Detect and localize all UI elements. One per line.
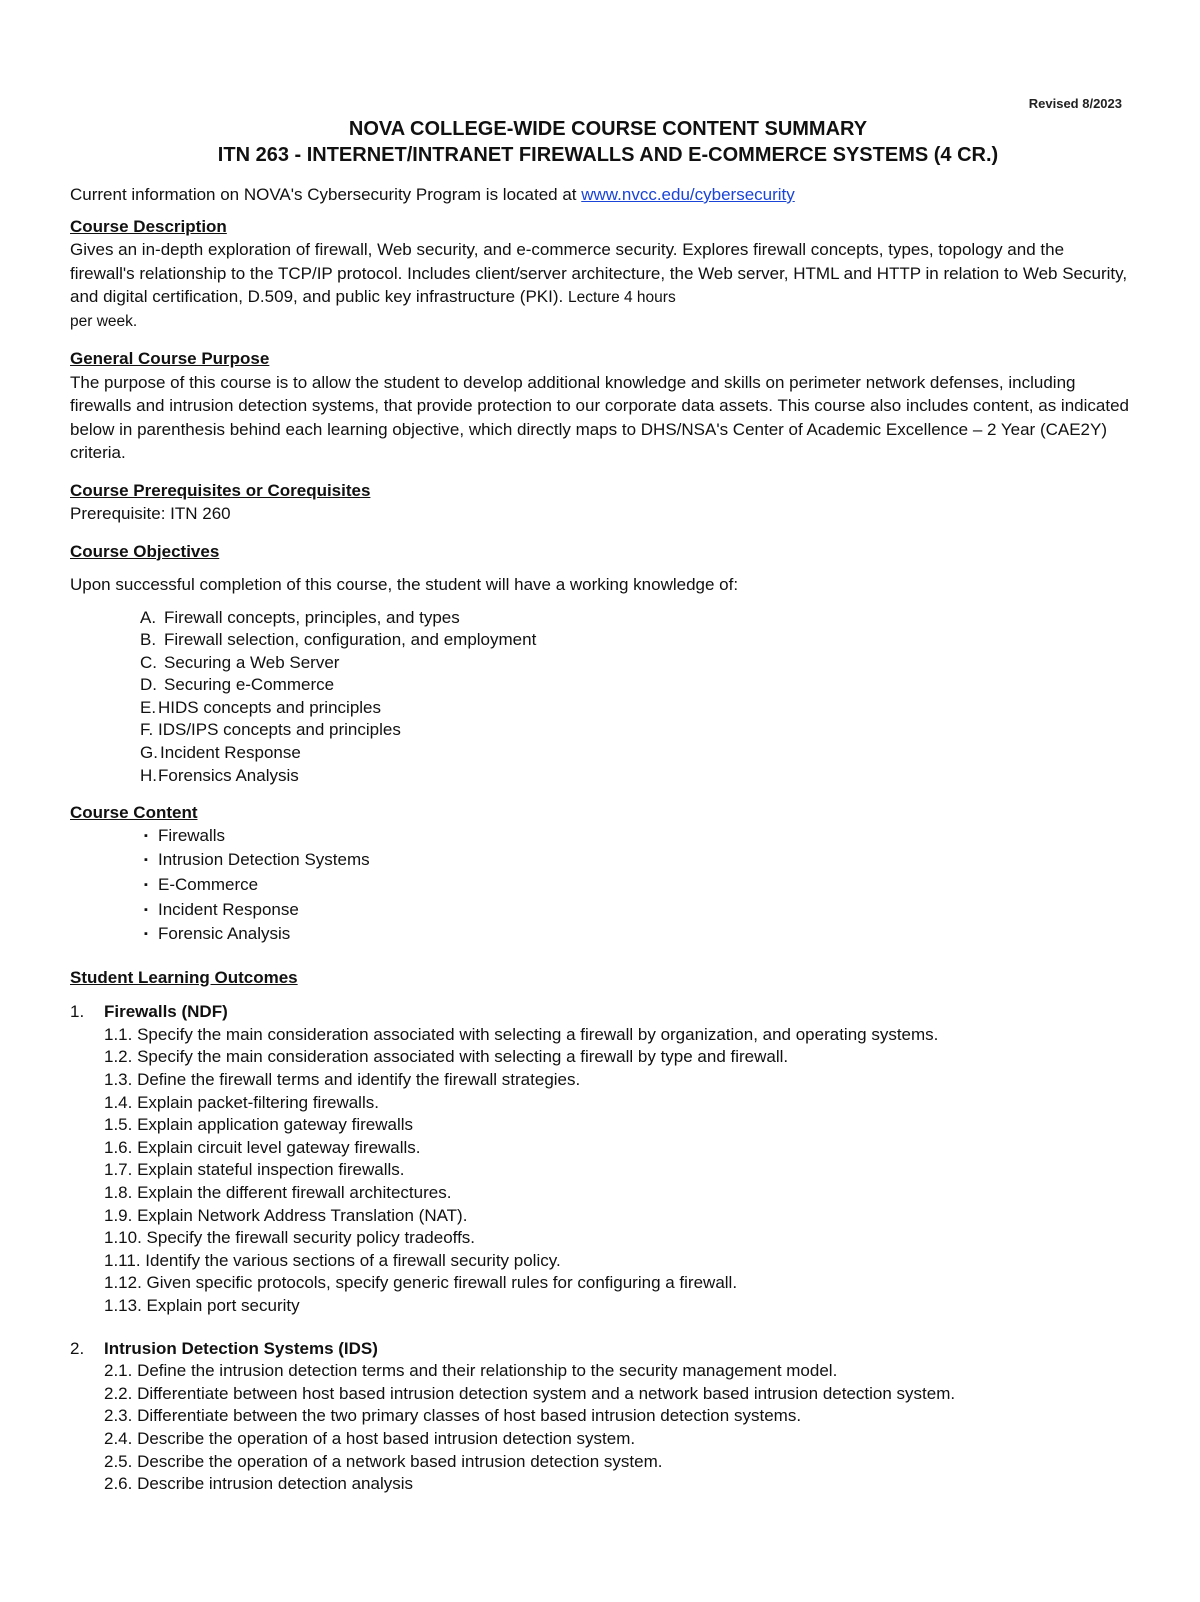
bullet-icon: ▪ [144,878,148,891]
course-title: ITN 263 - INTERNET/INTRANET FIREWALLS AND E-COMMERCE SYSTEMS (4 CR.) [217,144,999,166]
course-content-heading: Course Content [70,803,198,823]
objective-item: F. IDS/IPS concepts and principles [140,720,401,740]
outcome-item: 1.3. Define the firewall terms and identify the firewall strategies. [104,1070,581,1089]
prerequisites-heading: Course Prerequisites or Corequisites [70,480,371,500]
revised-date: Revised 8/2023 [1028,96,1122,111]
outcome-list [70,1360,1130,1496]
outcome-item: 1.10. Specify the firewall security policy tradeoffs. [104,1228,476,1248]
bullet-icon: ▪ [144,829,148,842]
content-item: ▪ Forensic Analysis [144,923,1130,948]
content-item: ▪ E-Commerce [144,874,1130,899]
objective-item: C. Securing a Web Server [140,652,340,672]
document-page [70,92,1130,1496]
outcome-item: 2.3. Differentiate between the two primary classes of host based intrusion detection systems. [104,1406,802,1426]
outcome-item: 2.5. Describe the operation of a network based intrusion detection system. [104,1451,663,1471]
cybersecurity-link[interactable]: www.nvcc.edu/cybersecurity [581,185,795,204]
objective-item: H.Forensics Analysis [140,765,299,785]
learning-outcomes-heading: Student Learning Outcomes [70,967,298,987]
content-item: ▪ Intrusion Detection Systems [144,849,1130,874]
outcome-item: 2.4. Describe the operation of a host based intrusion detection system. [104,1428,636,1448]
bullet-icon: ▪ [144,928,148,941]
course-description-body [70,238,1130,310]
section-title: Firewalls (NDF) [104,1002,228,1022]
outcome-list [70,1024,1130,1318]
outcome-item: 1.13. Explain port security [104,1295,300,1315]
per-week: per week. [70,312,138,330]
outcome-item: 1.12. Given specific protocols, specify generic firewall rules for configuring a firewall. [104,1273,738,1293]
outcome-item: 1.5. Explain application gateway firewalls [104,1115,414,1135]
bullet-icon: ▪ [144,854,148,867]
course-description-heading: Course Description [70,216,227,236]
outcome-item: 1.11. Identify the various sections of a firewall security policy. [104,1250,561,1270]
objective-item: A. Firewall concepts, principles, and types [140,607,460,627]
objective-item: B. Firewall selection, configuration, and employment [140,630,537,650]
outcome-item: 1.9. Explain Network Address Translation (NAT). [104,1205,468,1225]
objective-item: E. HIDS concepts and principles [140,697,382,717]
lecture-hours: Lecture 4 hours [567,289,676,306]
outcome-item: 1.6. Explain circuit level gateway firewalls. [104,1137,421,1157]
outcome-item: 1.4. Explain packet-filtering firewalls. [104,1092,379,1112]
content-item: ▪ Firewalls [144,825,1130,850]
course-content-list [70,825,1130,948]
prerequisites-body: Prerequisite: ITN 260 [70,504,231,523]
content-item: ▪ Incident Response [144,899,1130,924]
outcome-item: 2.1. Define the intrusion detection terms and their relationship to the security management model. [104,1361,838,1381]
document-title: NOVA COLLEGE-WIDE COURSE CONTENT SUMMARY [348,118,868,140]
objective-item: D. Securing e-Commerce [140,675,335,695]
course-description-text: Gives an in-depth exploration of firewall, Web security, and e-commerce security. Explores firewall concepts, types, topology and the firewall's relationship to the TCP/IP protocol. Includes client/server architecture, the Web server, HTML and HTTP in relation to Web Security, and digital certification, D.509, and public key infrastructure (PKI). [70,240,1128,306]
section-title: Intrusion Detection Systems (IDS) [104,1338,378,1358]
outcome-item: 1.7. Explain stateful inspection firewalls. [104,1160,405,1180]
general-purpose-body: The purpose of this course is to allow the student to develop additional knowledge and skills on perimeter network defenses, including firewalls and intrusion detection systems, that provide protection to our corporate data assets. This course also includes content, as indicated below in parenthesis behind each learning objective, which directly maps to DHS/NSA's Center of Academic Excellence – 2 Year (CAE2Y) criteria. [70,372,1129,462]
outcome-section-ids: 2. Intrusion Detection Systems (IDS) 2.1. Define the intrusion detection terms and their relationship to the security management model. 2.2. Differentiate between host based intrusion detection system and a network based intrusion detection system. 2.3. Differentiate between the two primary classes of host based intrusion detection systems. 2.4. Describe the operation of a host based intrusion detection system. 2.5. Describe the operation of a network based intrusion detection system. 2.6. Describe intrusion detection analysis [70,1338,1130,1496]
objectives-list [70,607,1130,788]
outcome-item: 2.6. Describe intrusion detection analysis [104,1474,413,1494]
objectives-heading: Course Objectives [70,541,220,561]
outcome-item: 1.2. Specify the main consideration associated with selecting a firewall by type and firewall. [104,1047,789,1067]
bullet-icon: ▪ [144,903,148,916]
program-info-text: Current information on NOVA's Cybersecurity Program is located at [70,185,582,204]
outcome-item: 1.8. Explain the different firewall architectures. [104,1182,452,1202]
outcome-item: 1.1. Specify the main consideration associated with selecting a firewall by organization, and operating systems. [104,1024,939,1044]
objectives-intro: Upon successful completion of this course, the student will have a working knowledge of: [70,575,739,594]
program-info [70,183,1130,207]
objective-item: G. Incident Response [140,743,301,763]
general-purpose-heading: General Course Purpose [70,349,270,368]
outcome-section-firewalls: 1. Firewalls (NDF) 1.1. Specify the main consideration associated with selecting a firewall by organization, and operating systems. 1.2. Specify the main consideration associated with selecting a firewall by type and firewall. 1.3. Define the firewall terms and identify the firewall strategies. 1.4. Explain packet-filtering firewalls. 1.5. Explain application gateway firewalls 1.6. Explain circuit level gateway firewalls. 1.7. Explain stateful inspection firewalls. 1.8. Explain the different firewall architectures. 1.9. Explain Network Address Translation (NAT). 1.10. Specify the firewall security policy tradeoffs. 1.11. Identify the various sections of a firewall security policy. 1.12. Given specific protocols, specify generic firewall rules for configuring a firewall. 1.13. Explain port security [70,1001,1130,1317]
outcome-item: 2.2. Differentiate between host based intrusion detection system and a network based intrusion detection system. [104,1383,956,1403]
